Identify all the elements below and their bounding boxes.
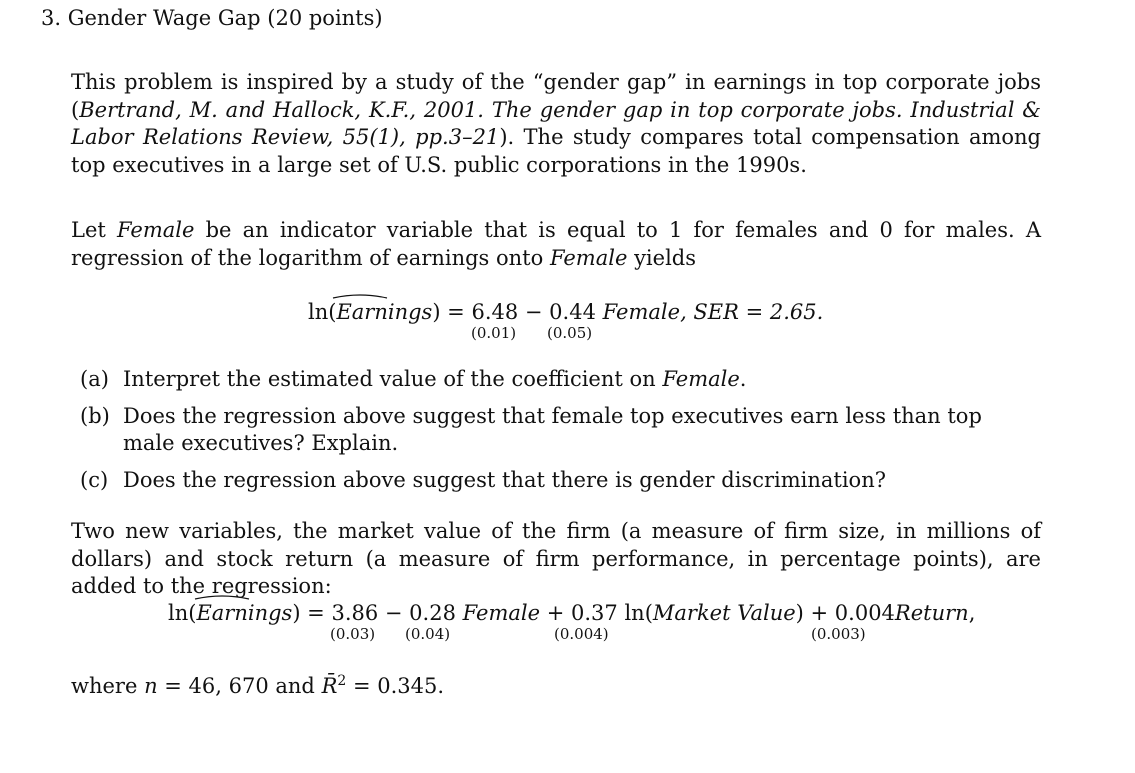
citation: Bertrand, M. and Hallock, K.F., 2001. The gender gap in top corporate jobs. Industrial & Labor Relations Review, 55(1), pp.3–21 xyxy=(71,97,1041,149)
hat-accent-1 xyxy=(332,293,388,299)
eq2-coef-return: 0.004 xyxy=(834,601,895,625)
setup-text-2: be an indicator variable that is equal to 1 for females and 0 for males. A regression of the logarithm of earnings onto xyxy=(71,218,1041,270)
eq2-coef-market: 0.37 xyxy=(571,601,618,625)
eq2-plus-2: ) + xyxy=(795,601,835,625)
eq2-coef-female: 0.28 xyxy=(409,601,456,625)
question-b-label: (b) xyxy=(80,403,110,428)
eq1-ln: ln( xyxy=(308,300,337,324)
question-c-label: (c) xyxy=(80,467,109,492)
question-a xyxy=(80,366,1040,394)
eq1-equals: ) = xyxy=(432,300,472,324)
hat-accent-2 xyxy=(194,594,250,600)
intro-text-2: ). The study compares total compensation among top executives in a large set of U.S. public corporations in the 1990s. xyxy=(71,125,1042,177)
eq2-earnings: Earnings xyxy=(196,601,293,625)
setup-text-1: Let xyxy=(71,218,117,242)
eq2-return: Return xyxy=(894,601,969,625)
eq2-market-value: Market Value xyxy=(652,601,796,625)
setup-text-3: yields xyxy=(627,245,697,270)
eq2-se-return: (0.003) xyxy=(811,625,866,643)
eq1-se-intercept: (0.01) xyxy=(471,324,517,342)
eq2-minus: − xyxy=(378,601,410,625)
intro-paragraph xyxy=(71,69,1041,179)
question-a-label: (a) xyxy=(80,367,109,391)
eq2-se-intercept: (0.03) xyxy=(330,625,376,643)
eq2-equals: ) = xyxy=(292,601,332,625)
problem-title: 3. Gender Wage Gap (20 points) xyxy=(41,6,383,30)
question-a-end: . xyxy=(739,367,747,391)
question-list xyxy=(80,366,1040,503)
eq2-intercept: 3.86 xyxy=(331,601,379,625)
question-c-text: Does the regression above suggest that there is gender discrimination? xyxy=(123,467,886,492)
setup-paragraph xyxy=(71,217,1041,272)
eq1-coef-female: 0.44 xyxy=(549,300,596,324)
r-bar: R̄ xyxy=(321,674,338,698)
where-text: where xyxy=(71,674,145,698)
question-a-var: Female xyxy=(662,367,740,391)
eq2-ln: ln( xyxy=(168,601,197,625)
equation-2-main xyxy=(168,601,975,625)
r-squared-exp: 2 xyxy=(337,673,347,689)
question-b xyxy=(80,403,1040,458)
eq2-female: Female xyxy=(462,601,541,625)
sample-size-line xyxy=(71,668,1041,701)
eq2-comma: , xyxy=(968,601,976,625)
eq1-earnings: Earnings xyxy=(336,300,433,324)
n-var: n xyxy=(144,674,158,698)
question-a-text: Interpret the estimated value of the coefficient on xyxy=(123,367,663,391)
eq1-ser: , SER = 2.65. xyxy=(680,300,824,324)
r2-value: = 0.345. xyxy=(346,674,445,698)
female-var-2: Female xyxy=(549,245,628,270)
eq1-minus: − xyxy=(518,300,550,324)
female-var: Female xyxy=(116,218,195,242)
equation-1-main xyxy=(308,300,823,324)
eq2-se-female: (0.04) xyxy=(405,625,451,643)
eq2-ln-2: ln( xyxy=(617,601,653,625)
eq2-se-market: (0.004) xyxy=(554,625,609,643)
eq2-plus-1: + xyxy=(540,601,572,625)
eq1-se-female: (0.05) xyxy=(547,324,593,342)
eq1-intercept: 6.48 xyxy=(471,300,519,324)
intro-text-1: This problem is inspired by a study of the “gender gap” in earnings in top corporate jobs ( xyxy=(71,70,1041,122)
question-b-text: Does the regression above suggest that female top executives earn less than top male executives? Explain. xyxy=(123,403,982,455)
added-variables-paragraph: Two new variables, the market value of the firm (a measure of firm size, in millions of dollars) and stock return (a measure of firm performance, in percentage points), are added to the regression: xyxy=(71,519,1041,598)
eq1-female: Female xyxy=(602,300,681,324)
n-value: = 46, 670 and xyxy=(157,674,322,698)
question-c xyxy=(80,467,1040,495)
